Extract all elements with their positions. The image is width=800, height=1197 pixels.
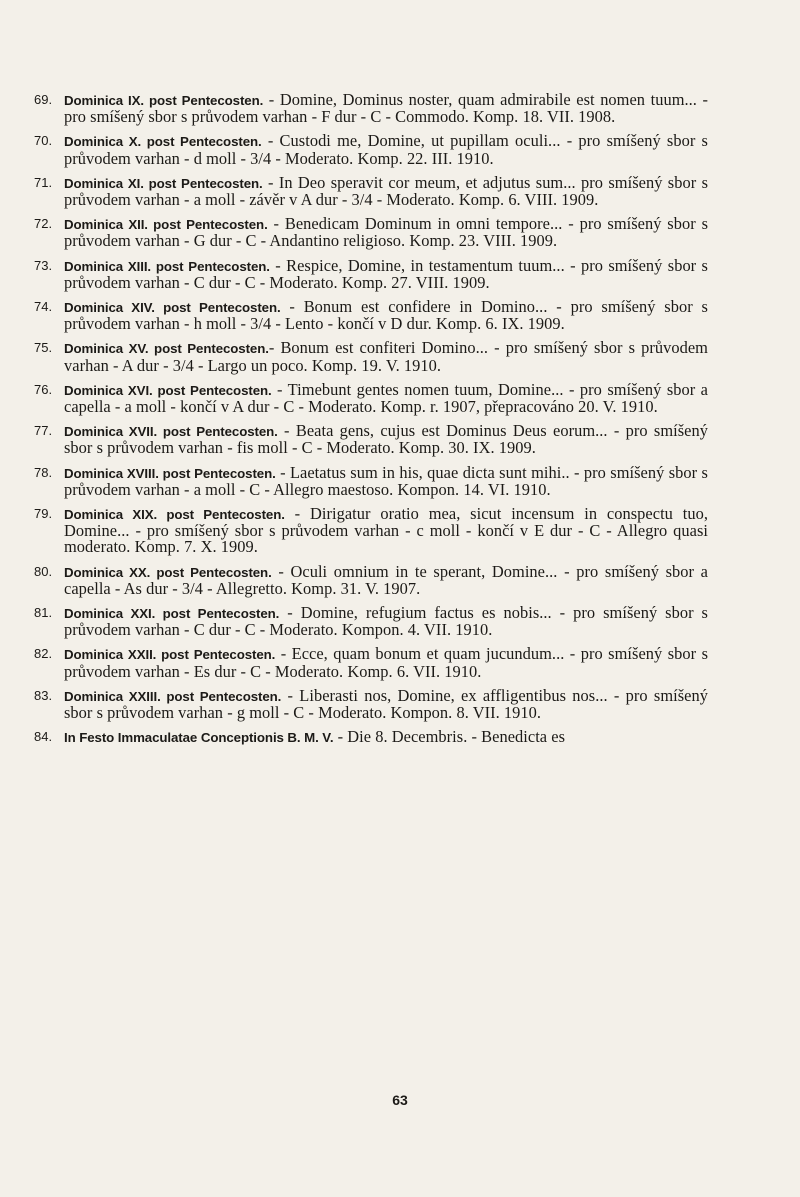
entry-text: - Liberasti nos, Domine, ex affligentibus nos... - pro smíšený sbor s průvodem varhan - g moll - C - Moderato. Kompon. 8. VII. 1910.: [64, 685, 708, 723]
entry-number: 84.: [34, 729, 53, 745]
entry-number: 75.: [34, 340, 53, 356]
entry-number: 77.: [34, 423, 53, 439]
entry-text: - Ecce, quam bonum et quam jucundum... - pro smíšený sbor s průvodem varhan - Es dur - C - Moderato. Komp. 6. VII. 1910.: [64, 644, 708, 681]
catalog-entry: [34, 603, 708, 640]
catalog-entry: [34, 644, 708, 681]
entry-text: - Bonum est confiteri Domino... - pro smíšený sbor s průvodem varhan - A dur - 3/4 - Largo un poco. Komp. 19. V. 1910.: [64, 338, 708, 375]
entry-text: - Benedicam Dominum in omni tempore... - pro smíšený sbor s průvodem varhan - G dur - C - Andantino religioso. Komp. 23. VIII. 1909.: [64, 214, 708, 251]
catalog-entry: [34, 685, 708, 723]
entry-number: 76.: [34, 381, 53, 397]
catalog-entry: [34, 727, 708, 747]
entry-number: 72.: [34, 216, 53, 232]
entry-number: 70.: [34, 133, 53, 149]
entry-text: - Oculi omnium in te sperant, Domine... - pro smíšený sbor a capella - As dur - 3/4 - Allegretto. Komp. 31. V. 1907.: [64, 561, 708, 598]
entry-heading: Dominica XII. post Pentecosten.: [64, 217, 268, 233]
entry-number: 71.: [34, 174, 53, 190]
catalog-entry: [34, 255, 708, 292]
entry-heading: Dominica XVI. post Pentecosten.: [64, 382, 272, 398]
entry-text: - Respice, Domine, in testamentum tuum... - pro smíšený sbor s průvodem varhan - C dur - C - Moderato. Komp. 27. VIII. 1909.: [64, 255, 708, 292]
entry-heading: Dominica XXIII. post Pentecosten.: [64, 688, 282, 704]
catalog-entry: [34, 214, 708, 251]
entry-heading: Dominica XV. post Pentecosten.: [64, 341, 269, 357]
entry-heading: Dominica IX. post Pentecosten.: [64, 93, 264, 108]
entry-number: 78.: [34, 464, 53, 480]
catalog-entry: [34, 172, 708, 210]
entry-heading: Dominica XX. post Pentecosten.: [64, 564, 272, 580]
catalog-entry: [34, 90, 708, 127]
entry-text: - Timebunt gentes nomen tuum, Domine... - pro smíšený sbor a capella - a moll - končí v A dur - C - Moderato. Komp. r. 1907, přepracováno 20. V. 1910.: [64, 379, 708, 417]
page-number: 63: [392, 1092, 408, 1108]
entry-heading: Dominica XIV. post Pentecosten.: [64, 300, 281, 316]
entry-number: 79.: [34, 506, 53, 522]
catalog-entry: [34, 379, 708, 417]
entry-text: - Laetatus sum in his, quae dicta sunt mihi.. - pro smíšený sbor s průvodem varhan - a moll - C - Allegro maestoso. Kompon. 14. VI. 1910.: [64, 462, 708, 499]
entry-number: 83.: [34, 687, 53, 703]
entry-text: - Beata gens, cujus est Dominus Deus eorum... - pro smíšený sbor s průvodem varhan - fis moll - C - Moderato. Komp. 30. IX. 1909.: [64, 421, 708, 458]
catalog-entry: [34, 297, 708, 334]
entry-number: 81.: [34, 605, 53, 621]
entry-text: - Domine, Dominus noster, quam admirabile est nomen tuum... - pro smíšený sbor s průvodem varhan - F dur - C - Commodo. Komp. 18. VII. 1908.: [64, 90, 708, 127]
entry-text: - Custodi me, Domine, ut pupillam oculi... - pro smíšený sbor s průvodem varhan - d moll - 3/4 - Moderato. Komp. 22. III. 1910.: [64, 131, 708, 168]
entry-list: [34, 90, 708, 747]
entry-number: 74.: [34, 299, 53, 315]
entry-heading: Dominica XVII. post Pentecosten.: [64, 424, 278, 440]
catalog-entry: [34, 421, 708, 458]
entry-heading: Dominica X. post Pentecosten.: [64, 134, 262, 150]
entry-text: - Domine, refugium factus es nobis... - pro smíšený sbor s průvodem varhan - C dur - C - Moderato. Kompon. 4. VII. 1910.: [64, 603, 708, 640]
entry-text: - In Deo speravit cor meum, et adjutus sum... pro smíšený sbor s průvodem varhan - a moll - závěr v A dur - 3/4 - Moderato. Komp. 6. VIII. 1909.: [64, 172, 708, 210]
entry-number: 82.: [34, 646, 53, 662]
entry-number: 80.: [34, 563, 53, 579]
catalog-entry: [34, 561, 708, 598]
entry-text: - Bonum est confidere in Domino... - pro smíšený sbor s průvodem varhan - h moll - 3/4 - Lento - končí v D dur. Komp. 6. IX. 1909.: [64, 297, 708, 334]
entry-heading: Dominica XIII. post Pentecosten.: [64, 258, 270, 274]
entry-text: - Dirigatur oratio mea, sicut incensum in conspectu tuo, Domine... - pro smíšený sbor s průvodem varhan - c moll - končí v E dur - C - Allegro quasi moderato. Komp. 7. X. 1909.: [64, 504, 708, 557]
entry-heading: Dominica XVIII. post Pentecosten.: [64, 465, 276, 481]
entry-heading: Dominica XI. post Pentecosten.: [64, 175, 263, 191]
catalog-entry: [34, 462, 708, 499]
entry-number: 73.: [34, 257, 53, 273]
entry-text: - Die 8. Decembris. - Benedicta es: [333, 727, 566, 747]
catalog-entry: [34, 131, 708, 168]
entry-heading: Dominica XIX. post Pentecosten.: [64, 507, 285, 523]
entry-heading: In Festo Immaculatae Conceptionis B. M. V.: [64, 730, 334, 746]
catalog-entry: [34, 338, 708, 375]
entry-heading: Dominica XXI. post Pentecosten.: [64, 606, 280, 622]
entry-number: 69.: [34, 92, 53, 107]
catalog-entry: [34, 504, 708, 557]
entry-heading: Dominica XXII. post Pentecosten.: [64, 647, 276, 663]
